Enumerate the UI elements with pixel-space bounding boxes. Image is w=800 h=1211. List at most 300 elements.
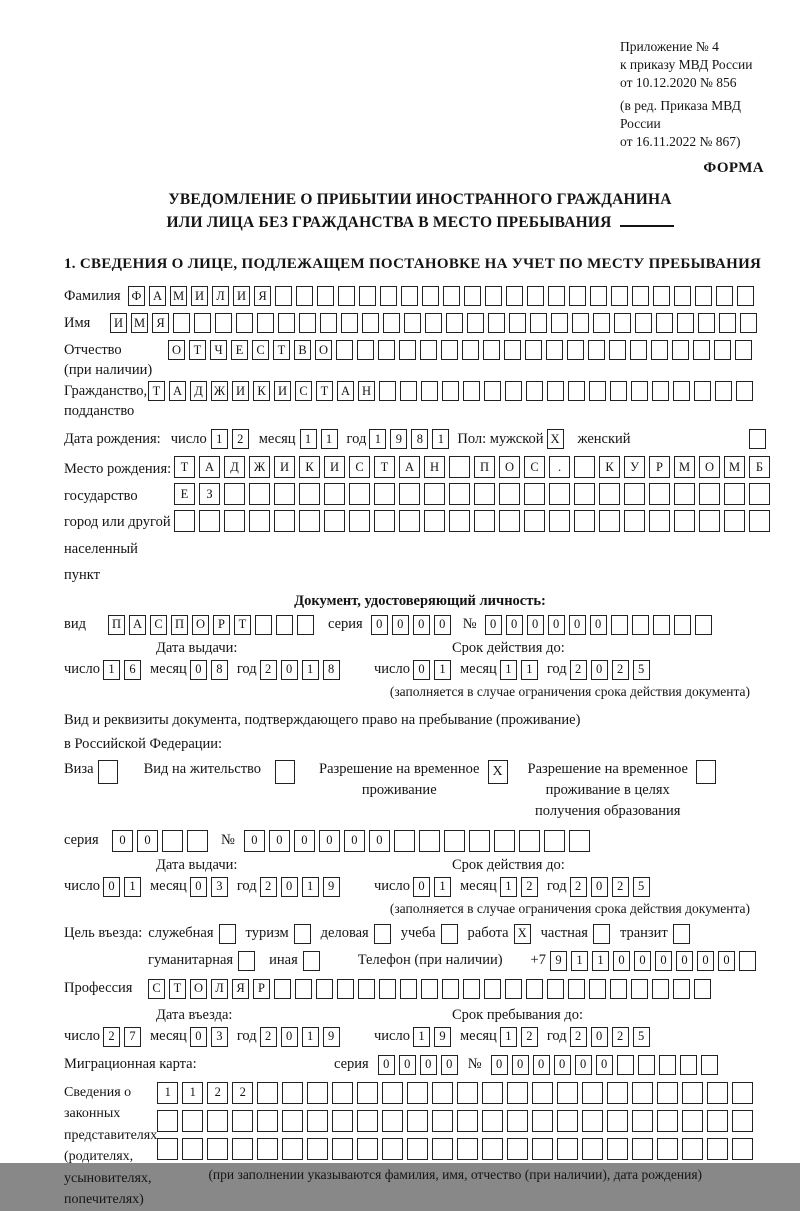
form-cell[interactable] <box>532 1110 553 1132</box>
form-cell[interactable] <box>194 313 211 333</box>
form-cell[interactable] <box>505 381 522 401</box>
form-cell[interactable] <box>469 830 490 852</box>
form-cell[interactable] <box>482 1082 503 1104</box>
form-cell[interactable]: 0 <box>434 615 451 635</box>
form-cell[interactable] <box>174 510 195 532</box>
form-cell[interactable] <box>401 286 418 306</box>
form-cell[interactable]: 5 <box>633 1027 650 1047</box>
form-cell[interactable]: П <box>171 615 188 635</box>
form-cell[interactable] <box>638 1055 655 1075</box>
form-cell[interactable]: О <box>192 615 209 635</box>
form-cell[interactable] <box>407 1138 428 1160</box>
form-cell[interactable]: 1 <box>571 951 588 971</box>
form-cell[interactable] <box>257 1138 278 1160</box>
form-cell[interactable]: 0 <box>281 877 298 897</box>
form-cell[interactable] <box>572 313 589 333</box>
form-cell[interactable]: Р <box>213 615 230 635</box>
form-cell[interactable]: И <box>191 286 208 306</box>
form-cell[interactable]: И <box>274 456 295 478</box>
form-cell[interactable]: 9 <box>323 1027 340 1047</box>
form-cell[interactable] <box>506 286 523 306</box>
form-cell[interactable]: З <box>199 483 220 505</box>
form-cell[interactable] <box>507 1138 528 1160</box>
form-cell[interactable] <box>735 340 752 360</box>
form-cell[interactable] <box>379 381 396 401</box>
form-cell[interactable] <box>611 286 628 306</box>
form-cell[interactable] <box>449 510 470 532</box>
form-cell[interactable] <box>525 340 542 360</box>
form-cell[interactable] <box>446 313 463 333</box>
form-cell[interactable] <box>649 510 670 532</box>
form-cell[interactable] <box>530 313 547 333</box>
form-cell[interactable] <box>400 381 417 401</box>
form-cell[interactable] <box>632 1138 653 1160</box>
form-cell[interactable] <box>98 760 118 784</box>
form-cell[interactable]: Д <box>190 381 207 401</box>
form-cell[interactable] <box>424 483 445 505</box>
form-cell[interactable]: О <box>168 340 185 360</box>
form-cell[interactable] <box>449 456 470 478</box>
form-cell[interactable] <box>317 286 334 306</box>
form-cell[interactable]: У <box>624 456 645 478</box>
form-cell[interactable]: 6 <box>124 660 141 680</box>
form-cell[interactable] <box>699 510 720 532</box>
form-cell[interactable] <box>324 510 345 532</box>
form-cell[interactable]: X <box>514 924 531 944</box>
form-cell[interactable]: 2 <box>207 1082 228 1104</box>
form-cell[interactable]: Н <box>424 456 445 478</box>
form-cell[interactable]: 1 <box>500 1027 517 1047</box>
form-cell[interactable] <box>649 483 670 505</box>
form-cell[interactable] <box>632 1082 653 1104</box>
form-cell[interactable]: 9 <box>323 877 340 897</box>
form-cell[interactable]: П <box>474 456 495 478</box>
form-cell[interactable] <box>199 510 220 532</box>
form-cell[interactable]: 0 <box>441 1055 458 1075</box>
form-cell[interactable]: 1 <box>302 1027 319 1047</box>
form-cell[interactable] <box>574 483 595 505</box>
form-cell[interactable]: 0 <box>697 951 714 971</box>
form-cell[interactable]: 2 <box>570 660 587 680</box>
form-cell[interactable] <box>673 924 690 944</box>
form-cell[interactable] <box>432 1082 453 1104</box>
form-cell[interactable] <box>652 381 669 401</box>
form-cell[interactable] <box>374 483 395 505</box>
form-cell[interactable]: Р <box>253 979 270 999</box>
form-cell[interactable] <box>457 1138 478 1160</box>
form-cell[interactable] <box>590 286 607 306</box>
form-cell[interactable] <box>182 1138 203 1160</box>
form-cell[interactable] <box>441 340 458 360</box>
form-cell[interactable]: 1 <box>157 1082 178 1104</box>
form-cell[interactable] <box>677 313 694 333</box>
form-cell[interactable] <box>374 924 391 944</box>
form-cell[interactable] <box>404 313 421 333</box>
form-cell[interactable] <box>504 340 521 360</box>
form-cell[interactable] <box>307 1082 328 1104</box>
form-cell[interactable] <box>382 1110 403 1132</box>
form-cell[interactable] <box>274 510 295 532</box>
form-cell[interactable] <box>724 483 745 505</box>
form-cell[interactable] <box>674 483 695 505</box>
form-cell[interactable] <box>357 340 374 360</box>
form-cell[interactable] <box>336 340 353 360</box>
form-cell[interactable]: 0 <box>281 660 298 680</box>
form-cell[interactable] <box>652 979 669 999</box>
form-cell[interactable] <box>499 510 520 532</box>
form-cell[interactable]: 2 <box>260 1027 277 1047</box>
form-cell[interactable]: Т <box>169 979 186 999</box>
form-cell[interactable]: 0 <box>634 951 651 971</box>
form-cell[interactable]: С <box>349 456 370 478</box>
form-cell[interactable]: 1 <box>369 429 386 449</box>
form-cell[interactable] <box>357 1110 378 1132</box>
form-cell[interactable] <box>582 1138 603 1160</box>
form-cell[interactable] <box>274 483 295 505</box>
form-cell[interactable]: Ж <box>211 381 228 401</box>
form-cell[interactable] <box>316 979 333 999</box>
form-cell[interactable]: О <box>699 456 720 478</box>
form-cell[interactable]: С <box>150 615 167 635</box>
form-cell[interactable]: 2 <box>521 1027 538 1047</box>
form-cell[interactable] <box>551 313 568 333</box>
form-cell[interactable]: 0 <box>378 1055 395 1075</box>
form-cell[interactable] <box>457 1082 478 1104</box>
form-cell[interactable] <box>182 1110 203 1132</box>
form-cell[interactable] <box>724 510 745 532</box>
form-cell[interactable]: 2 <box>570 1027 587 1047</box>
form-cell[interactable]: А <box>129 615 146 635</box>
form-cell[interactable] <box>694 979 711 999</box>
form-cell[interactable] <box>296 286 313 306</box>
form-cell[interactable] <box>382 1138 403 1160</box>
form-cell[interactable] <box>672 340 689 360</box>
form-cell[interactable] <box>630 340 647 360</box>
form-cell[interactable] <box>274 979 291 999</box>
form-cell[interactable]: 0 <box>413 877 430 897</box>
form-cell[interactable]: 5 <box>633 877 650 897</box>
form-cell[interactable] <box>682 1082 703 1104</box>
form-cell[interactable] <box>379 979 396 999</box>
form-cell[interactable] <box>276 615 293 635</box>
form-cell[interactable]: X <box>488 760 508 784</box>
form-cell[interactable] <box>569 830 590 852</box>
form-cell[interactable] <box>282 1138 303 1160</box>
form-cell[interactable]: Ф <box>128 286 145 306</box>
form-cell[interactable] <box>232 1138 253 1160</box>
form-cell[interactable] <box>307 1110 328 1132</box>
form-cell[interactable] <box>474 483 495 505</box>
form-cell[interactable]: 9 <box>550 951 567 971</box>
form-cell[interactable]: 0 <box>718 951 735 971</box>
form-cell[interactable] <box>420 340 437 360</box>
form-cell[interactable] <box>715 381 732 401</box>
form-cell[interactable]: 1 <box>434 877 451 897</box>
form-cell[interactable]: 0 <box>575 1055 592 1075</box>
form-cell[interactable]: 0 <box>269 830 290 852</box>
form-cell[interactable] <box>485 286 502 306</box>
form-cell[interactable] <box>463 979 480 999</box>
form-cell[interactable]: 0 <box>344 830 365 852</box>
form-cell[interactable] <box>695 615 712 635</box>
form-cell[interactable]: П <box>108 615 125 635</box>
form-cell[interactable] <box>544 830 565 852</box>
form-cell[interactable] <box>382 1082 403 1104</box>
form-cell[interactable] <box>610 979 627 999</box>
form-cell[interactable] <box>449 483 470 505</box>
form-cell[interactable] <box>610 381 627 401</box>
form-cell[interactable] <box>624 483 645 505</box>
form-cell[interactable]: 0 <box>103 877 120 897</box>
form-cell[interactable] <box>526 381 543 401</box>
form-cell[interactable] <box>567 340 584 360</box>
form-cell[interactable]: 1 <box>300 429 317 449</box>
form-cell[interactable]: 8 <box>211 660 228 680</box>
form-cell[interactable] <box>569 286 586 306</box>
form-cell[interactable]: 0 <box>392 615 409 635</box>
form-cell[interactable]: 0 <box>190 877 207 897</box>
form-cell[interactable]: И <box>233 286 250 306</box>
form-cell[interactable] <box>432 1110 453 1132</box>
form-cell[interactable] <box>707 1138 728 1160</box>
form-cell[interactable] <box>507 1082 528 1104</box>
form-cell[interactable]: 1 <box>592 951 609 971</box>
form-cell[interactable]: О <box>190 979 207 999</box>
form-cell[interactable] <box>320 313 337 333</box>
form-cell[interactable]: 2 <box>521 877 538 897</box>
form-cell[interactable]: 2 <box>612 1027 629 1047</box>
form-cell[interactable] <box>673 979 690 999</box>
form-cell[interactable]: С <box>524 456 545 478</box>
form-cell[interactable]: 0 <box>506 615 523 635</box>
form-cell[interactable] <box>295 979 312 999</box>
form-cell[interactable] <box>215 313 232 333</box>
form-cell[interactable] <box>341 313 358 333</box>
form-cell[interactable]: 0 <box>420 1055 437 1075</box>
form-cell[interactable] <box>357 1138 378 1160</box>
form-cell[interactable]: Д <box>224 456 245 478</box>
form-cell[interactable] <box>488 313 505 333</box>
form-cell[interactable]: 0 <box>591 877 608 897</box>
form-cell[interactable] <box>568 381 585 401</box>
form-cell[interactable]: 0 <box>371 615 388 635</box>
form-cell[interactable]: М <box>170 286 187 306</box>
form-cell[interactable]: Л <box>211 979 228 999</box>
form-cell[interactable] <box>695 286 712 306</box>
form-cell[interactable] <box>299 483 320 505</box>
form-cell[interactable]: 8 <box>323 660 340 680</box>
form-cell[interactable]: Я <box>232 979 249 999</box>
form-cell[interactable]: Т <box>374 456 395 478</box>
form-cell[interactable] <box>219 924 236 944</box>
form-cell[interactable] <box>249 510 270 532</box>
form-cell[interactable]: 1 <box>182 1082 203 1104</box>
form-cell[interactable] <box>557 1082 578 1104</box>
form-cell[interactable] <box>425 313 442 333</box>
form-cell[interactable] <box>749 510 770 532</box>
form-cell[interactable] <box>682 1110 703 1132</box>
form-cell[interactable] <box>383 313 400 333</box>
form-cell[interactable] <box>173 313 190 333</box>
form-cell[interactable] <box>680 1055 697 1075</box>
form-cell[interactable] <box>324 483 345 505</box>
form-cell[interactable]: М <box>724 456 745 478</box>
form-cell[interactable] <box>732 1082 753 1104</box>
form-cell[interactable] <box>599 510 620 532</box>
form-cell[interactable] <box>297 615 314 635</box>
form-cell[interactable]: Б <box>749 456 770 478</box>
form-cell[interactable] <box>532 1082 553 1104</box>
form-cell[interactable] <box>394 830 415 852</box>
form-cell[interactable] <box>632 1110 653 1132</box>
form-cell[interactable]: 0 <box>596 1055 613 1075</box>
form-cell[interactable]: Т <box>148 381 165 401</box>
form-cell[interactable] <box>422 286 439 306</box>
form-cell[interactable]: 1 <box>302 660 319 680</box>
form-cell[interactable]: 0 <box>491 1055 508 1075</box>
form-cell[interactable] <box>527 286 544 306</box>
form-cell[interactable]: О <box>315 340 332 360</box>
form-cell[interactable]: И <box>110 313 127 333</box>
form-cell[interactable] <box>467 313 484 333</box>
form-cell[interactable]: 0 <box>244 830 265 852</box>
form-cell[interactable] <box>275 286 292 306</box>
form-cell[interactable] <box>607 1082 628 1104</box>
form-cell[interactable]: И <box>232 381 249 401</box>
form-cell[interactable] <box>255 615 272 635</box>
form-cell[interactable] <box>657 1138 678 1160</box>
form-cell[interactable] <box>299 510 320 532</box>
form-cell[interactable]: Т <box>316 381 333 401</box>
form-cell[interactable]: 0 <box>533 1055 550 1075</box>
form-cell[interactable] <box>232 1110 253 1132</box>
form-cell[interactable]: К <box>599 456 620 478</box>
form-cell[interactable] <box>607 1110 628 1132</box>
form-cell[interactable]: 1 <box>302 877 319 897</box>
form-cell[interactable] <box>224 510 245 532</box>
form-cell[interactable] <box>357 1082 378 1104</box>
form-cell[interactable]: М <box>674 456 695 478</box>
form-cell[interactable] <box>736 381 753 401</box>
form-cell[interactable] <box>303 951 320 971</box>
form-cell[interactable] <box>207 1138 228 1160</box>
form-cell[interactable] <box>224 483 245 505</box>
form-cell[interactable] <box>737 286 754 306</box>
form-cell[interactable] <box>653 615 670 635</box>
form-cell[interactable]: 0 <box>655 951 672 971</box>
form-cell[interactable]: 0 <box>413 615 430 635</box>
form-cell[interactable] <box>632 615 649 635</box>
form-cell[interactable]: 2 <box>570 877 587 897</box>
form-cell[interactable]: 0 <box>190 1027 207 1047</box>
form-cell[interactable] <box>400 979 417 999</box>
form-cell[interactable] <box>694 381 711 401</box>
form-cell[interactable]: Т <box>273 340 290 360</box>
form-cell[interactable] <box>421 979 438 999</box>
form-cell[interactable] <box>732 1110 753 1132</box>
form-cell[interactable] <box>282 1082 303 1104</box>
form-cell[interactable] <box>740 313 757 333</box>
form-cell[interactable] <box>593 313 610 333</box>
form-cell[interactable] <box>693 340 710 360</box>
form-cell[interactable]: 8 <box>411 429 428 449</box>
form-cell[interactable]: Ч <box>210 340 227 360</box>
form-cell[interactable]: 0 <box>613 951 630 971</box>
form-cell[interactable] <box>588 340 605 360</box>
form-cell[interactable] <box>657 1110 678 1132</box>
form-cell[interactable]: М <box>131 313 148 333</box>
form-cell[interactable] <box>656 313 673 333</box>
form-cell[interactable]: Т <box>189 340 206 360</box>
form-cell[interactable] <box>651 340 668 360</box>
form-cell[interactable] <box>378 340 395 360</box>
form-cell[interactable] <box>589 381 606 401</box>
form-cell[interactable]: 7 <box>124 1027 141 1047</box>
form-cell[interactable]: 1 <box>321 429 338 449</box>
form-cell[interactable] <box>399 340 416 360</box>
form-cell[interactable]: 0 <box>399 1055 416 1075</box>
form-cell[interactable] <box>249 483 270 505</box>
form-cell[interactable]: 3 <box>211 1027 228 1047</box>
form-cell[interactable] <box>732 1138 753 1160</box>
form-cell[interactable] <box>526 979 543 999</box>
form-cell[interactable]: 0 <box>590 615 607 635</box>
form-cell[interactable] <box>546 340 563 360</box>
form-cell[interactable] <box>457 1110 478 1132</box>
form-cell[interactable] <box>719 313 736 333</box>
form-cell[interactable] <box>701 1055 718 1075</box>
form-cell[interactable] <box>574 510 595 532</box>
form-cell[interactable]: 2 <box>103 1027 120 1047</box>
form-cell[interactable] <box>275 760 295 784</box>
form-cell[interactable] <box>568 979 585 999</box>
form-cell[interactable] <box>257 1082 278 1104</box>
form-cell[interactable]: 0 <box>137 830 158 852</box>
form-cell[interactable] <box>611 615 628 635</box>
form-cell[interactable] <box>421 381 438 401</box>
form-cell[interactable] <box>532 1138 553 1160</box>
form-cell[interactable]: 0 <box>554 1055 571 1075</box>
form-cell[interactable] <box>716 286 733 306</box>
form-cell[interactable] <box>749 483 770 505</box>
form-cell[interactable] <box>337 979 354 999</box>
form-cell[interactable]: 0 <box>319 830 340 852</box>
form-cell[interactable] <box>582 1110 603 1132</box>
form-cell[interactable]: А <box>399 456 420 478</box>
form-cell[interactable] <box>332 1082 353 1104</box>
form-cell[interactable]: Я <box>254 286 271 306</box>
form-cell[interactable] <box>419 830 440 852</box>
form-cell[interactable]: 1 <box>413 1027 430 1047</box>
form-cell[interactable] <box>505 979 522 999</box>
form-cell[interactable] <box>653 286 670 306</box>
form-cell[interactable] <box>399 510 420 532</box>
form-cell[interactable] <box>674 510 695 532</box>
form-cell[interactable]: 0 <box>676 951 693 971</box>
form-cell[interactable] <box>524 483 545 505</box>
form-cell[interactable] <box>714 340 731 360</box>
form-cell[interactable] <box>707 1082 728 1104</box>
form-cell[interactable]: 2 <box>232 1082 253 1104</box>
form-cell[interactable] <box>462 340 479 360</box>
form-cell[interactable]: 0 <box>112 830 133 852</box>
form-cell[interactable] <box>624 510 645 532</box>
form-cell[interactable] <box>338 286 355 306</box>
form-cell[interactable]: 1 <box>500 660 517 680</box>
form-cell[interactable] <box>358 979 375 999</box>
form-cell[interactable] <box>162 830 183 852</box>
form-cell[interactable]: 2 <box>232 429 249 449</box>
